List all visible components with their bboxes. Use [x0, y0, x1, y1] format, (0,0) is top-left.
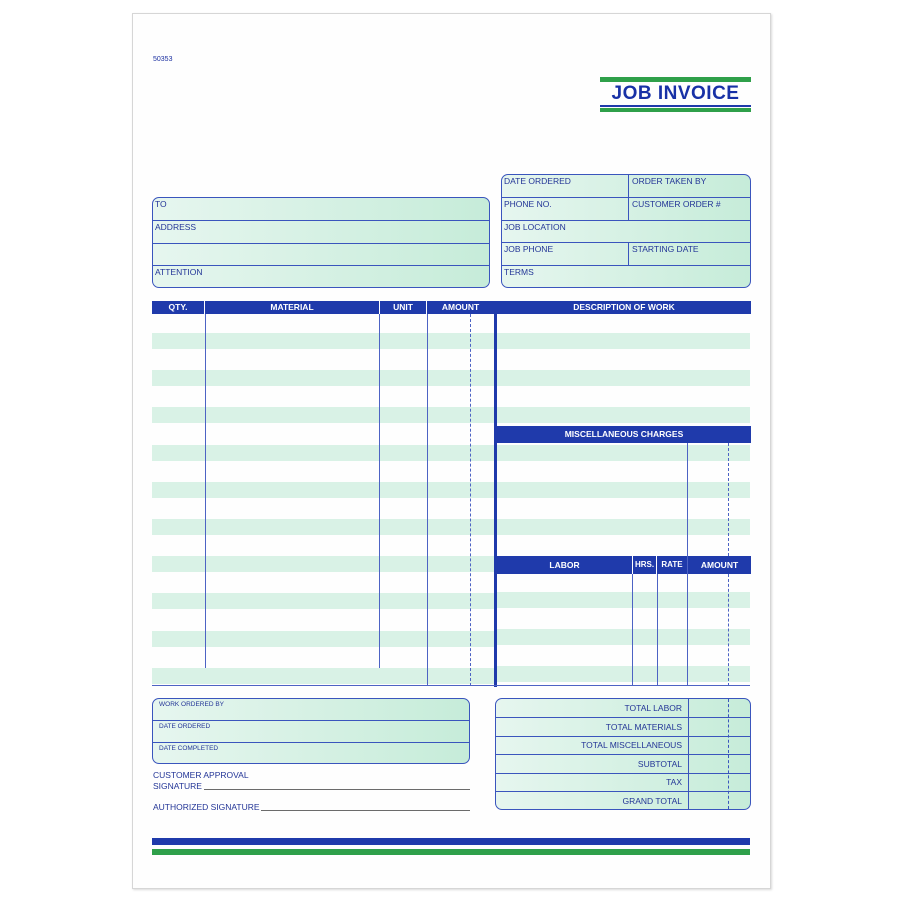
labor-cents-divider	[728, 574, 729, 686]
description-row-stripe	[497, 407, 750, 423]
customer-signature-line	[204, 789, 470, 790]
material-row-stripe	[152, 593, 494, 609]
material-row-stripe	[152, 407, 494, 423]
misc-row-stripe	[497, 519, 750, 535]
tax-label: TAX	[666, 777, 682, 787]
qty-header: QTY.	[152, 301, 204, 314]
customer-signature-label: SIGNATURE	[153, 781, 202, 791]
order-info-box	[501, 174, 751, 288]
rate-col-divider	[657, 574, 658, 686]
material-row-stripe	[152, 668, 494, 684]
material-row-stripe	[152, 631, 494, 647]
total-labor-label: TOTAL LABOR	[624, 703, 682, 713]
attention-label: ATTENTION	[155, 267, 203, 277]
center-divider	[494, 301, 497, 687]
material-header: MATERIAL	[205, 301, 379, 314]
title-block	[600, 77, 751, 113]
description-row-stripe	[497, 333, 750, 349]
address-label: ADDRESS	[155, 222, 197, 232]
misc-row-stripe	[497, 445, 750, 461]
material-row-stripe	[152, 556, 494, 572]
work-ordered-by-label: WORK ORDERED BY	[159, 701, 225, 708]
page-title: JOB INVOICE	[611, 83, 740, 104]
title-bottom-green-band	[600, 108, 751, 112]
job-location-label: JOB LOCATION	[504, 222, 566, 232]
total-materials-label: TOTAL MATERIALS	[605, 722, 682, 732]
amount-header: AMOUNT	[427, 301, 494, 314]
to-label: TO	[155, 199, 167, 209]
description-row-stripe	[497, 370, 750, 386]
labor-row-stripe	[497, 629, 750, 645]
misc-row-stripe	[497, 482, 750, 498]
unit-col-divider	[379, 314, 380, 668]
authorized-signature-line	[261, 810, 470, 811]
date-completed-label: DATE COMPLETED	[159, 745, 219, 752]
customer-approval-label: CUSTOMER APPROVAL	[153, 770, 249, 780]
material-row-stripe	[152, 445, 494, 461]
hrs-col-divider	[632, 574, 633, 686]
footer-blue-band	[152, 838, 750, 845]
table-bottom-line	[152, 685, 750, 686]
starting-date-label: STARTING DATE	[632, 244, 699, 254]
hrs-header: HRS.	[633, 556, 656, 574]
amount-cents-divider	[470, 314, 471, 686]
description-of-work-header: DESCRIPTION OF WORK	[497, 301, 751, 314]
work-order-box	[152, 698, 470, 764]
phone-no-label: PHONE NO.	[504, 199, 552, 209]
labor-header: LABOR	[497, 556, 632, 574]
subtotal-label: SUBTOTAL	[637, 759, 682, 769]
form-number: 50353	[153, 56, 173, 63]
amount-col-divider	[427, 314, 428, 686]
footer-green-band	[152, 849, 750, 855]
material-row-stripe	[152, 482, 494, 498]
labor-amount-header: AMOUNT	[688, 556, 751, 574]
rate-header: RATE	[657, 556, 687, 574]
totals-box	[495, 698, 751, 810]
date-ordered-label: DATE ORDERED	[504, 176, 571, 186]
bill-to-box	[152, 197, 490, 288]
labor-row-stripe	[497, 592, 750, 608]
terms-label: TERMS	[504, 267, 534, 277]
misc-charges-header: MISCELLANEOUS CHARGES	[497, 426, 751, 443]
misc-cents-divider	[728, 443, 729, 556]
material-col-divider	[205, 314, 206, 668]
order-taken-by-label: ORDER TAKEN BY	[632, 176, 707, 186]
material-row-stripe	[152, 519, 494, 535]
title-bottom-blue-band	[600, 105, 751, 107]
unit-header: UNIT	[380, 301, 426, 314]
material-row-stripe	[152, 333, 494, 349]
customer-order-label: CUSTOMER ORDER #	[632, 199, 721, 209]
job-phone-label: JOB PHONE	[504, 244, 554, 254]
authorized-signature-label: AUTHORIZED SIGNATURE	[153, 802, 260, 812]
material-row-stripe	[152, 370, 494, 386]
grand-total-label: GRAND TOTAL	[622, 796, 682, 806]
labor-row-stripe	[497, 666, 750, 682]
date-ordered-bottom-label: DATE ORDERED	[159, 723, 211, 730]
total-misc-label: TOTAL MISCELLANEOUS	[581, 740, 682, 750]
